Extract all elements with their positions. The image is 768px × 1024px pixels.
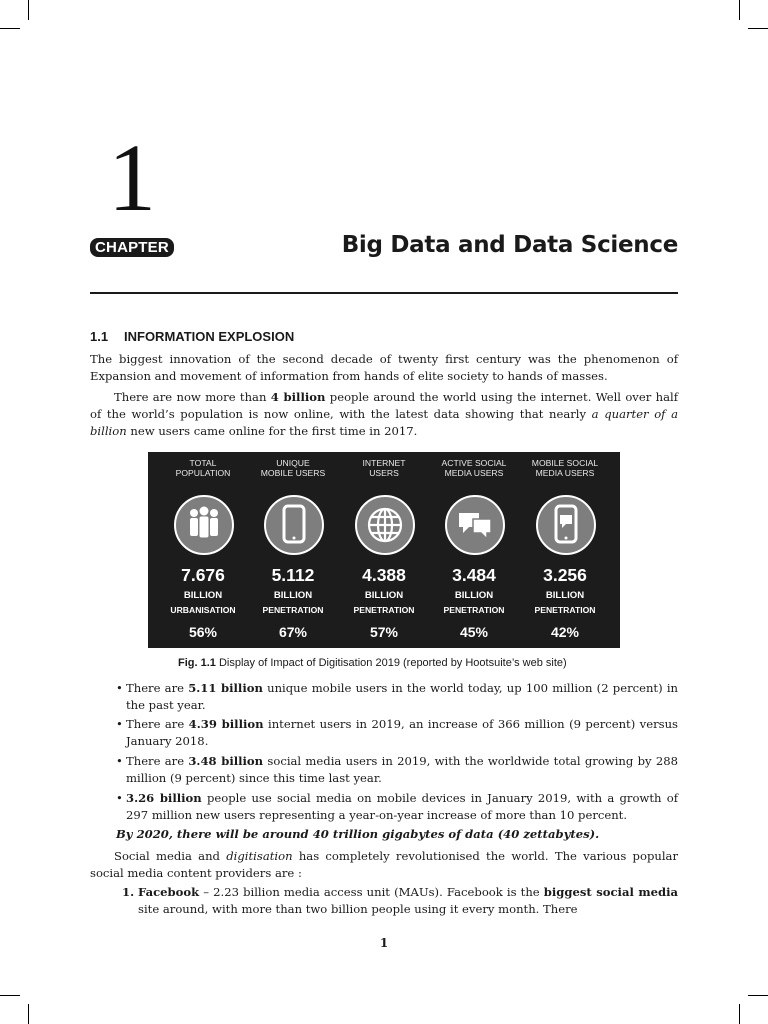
column-unit: BILLION [183, 590, 223, 601]
list-item: • There are 5.11 billion unique mobile users in the world today, up 100 million (2 percent) in the past year. [116, 681, 678, 712]
column-unit: BILLION [364, 590, 404, 601]
title-divider [90, 292, 678, 294]
crop-mark [28, 1004, 29, 1024]
column-value: 4.388 [362, 565, 406, 585]
column-value: 3.256 [543, 565, 587, 585]
intro-paragraph-1: The biggest innovation of the second decade of twenty first century was the phenomenon of Expansion and movement of information from hands of elite society to hands of masses. [90, 352, 678, 383]
figure-label: Fig. 1.1 [178, 657, 216, 669]
column-value: 5.112 [271, 565, 315, 585]
column-percent: 45% [459, 624, 489, 640]
list-item: • There are 4.39 billion internet users in 2019, an increase of 366 million (9 percent) versus January 2018. [116, 717, 678, 748]
column-value: 7.676 [181, 565, 225, 585]
list-item: • 3.26 billion people use social media on mobile devices in January 2019, with a growth of 297 million new users representing a year-on-year increase of more than 10 percent. [116, 791, 678, 822]
page-number: 1 [379, 936, 389, 950]
crop-mark [28, 0, 29, 20]
crop-mark [739, 0, 740, 20]
crop-mark [748, 28, 768, 29]
column-metric: PENETRATION [534, 605, 596, 615]
column-percent: 56% [188, 624, 218, 640]
section-title: INFORMATION EXPLOSION [124, 329, 295, 344]
emphasis-4-billion: 4 billion [270, 390, 326, 404]
column-percent: 67% [278, 624, 308, 640]
column-percent: 57% [369, 624, 399, 640]
column-label: MOBILE SOCIAL MEDIA USERS [531, 458, 599, 478]
chapter-badge: CHAPTER [90, 238, 174, 257]
social-media-paragraph: Social media and digitisation has completely revolutionised the world. The various popular social media content providers are : [90, 849, 679, 880]
mobile-phone-icon [264, 495, 324, 555]
numbered-list-item: 1. Facebook – 2.23 billion media access unit (MAUs). Facebook is the biggest social media site around, with more than two billion people using it every month. There [122, 885, 678, 916]
list-item: • There are 3.48 billion social media users in 2019, with the worldwide total growing by 288 million (9 percent) since this time last year. [116, 754, 678, 785]
column-value: 3.484 [452, 565, 496, 585]
section-heading [90, 329, 294, 344]
globe-icon [355, 495, 415, 555]
column-metric: PENETRATION [443, 605, 505, 615]
digitisation-infographic [148, 452, 620, 648]
column-percent: 42% [550, 624, 580, 640]
column-label: ACTIVE SOCIAL MEDIA USERS [441, 458, 507, 478]
section-number: 1.1 [90, 329, 109, 344]
chat-bubbles-icon [445, 495, 505, 555]
chapter-number: 1 [108, 124, 156, 231]
intro-paragraph-2: There are now more than 4 billion people around the world using the internet. Well over half of the world’s population is now online, with the latest data showing that nearly a quarter of a billion new users came online for the first time in 2017. [90, 390, 678, 438]
column-unit: BILLION [454, 590, 494, 601]
column-label: INTERNET USERS [362, 458, 406, 478]
crop-mark [0, 995, 20, 996]
crop-mark [748, 995, 768, 996]
column-unit: BILLION [545, 590, 585, 601]
chapter-title: Big Data and Data Science [341, 232, 678, 258]
crop-mark [0, 28, 20, 29]
mobile-chat-icon [536, 495, 596, 555]
column-unit: BILLION [273, 590, 313, 601]
figure-caption: Fig. 1.1 Display of Impact of Digitisation 2019 (reported by Hootsuite’s web site) [178, 657, 567, 669]
emphasis-quarter-billion: a quarter of a billion [90, 407, 678, 438]
column-metric: PENETRATION [262, 605, 324, 615]
crop-mark [739, 1004, 740, 1024]
column-metric: PENETRATION [353, 605, 415, 615]
people-icon [174, 495, 234, 555]
column-label: TOTAL POPULATION [175, 458, 231, 478]
column-metric: URBANISATION [170, 605, 236, 615]
column-label: UNIQUE MOBILE USERS [260, 458, 326, 478]
highlight-statement: By 2020, there will be around 40 trillion gigabytes of data (40 zettabytes). [116, 827, 600, 841]
